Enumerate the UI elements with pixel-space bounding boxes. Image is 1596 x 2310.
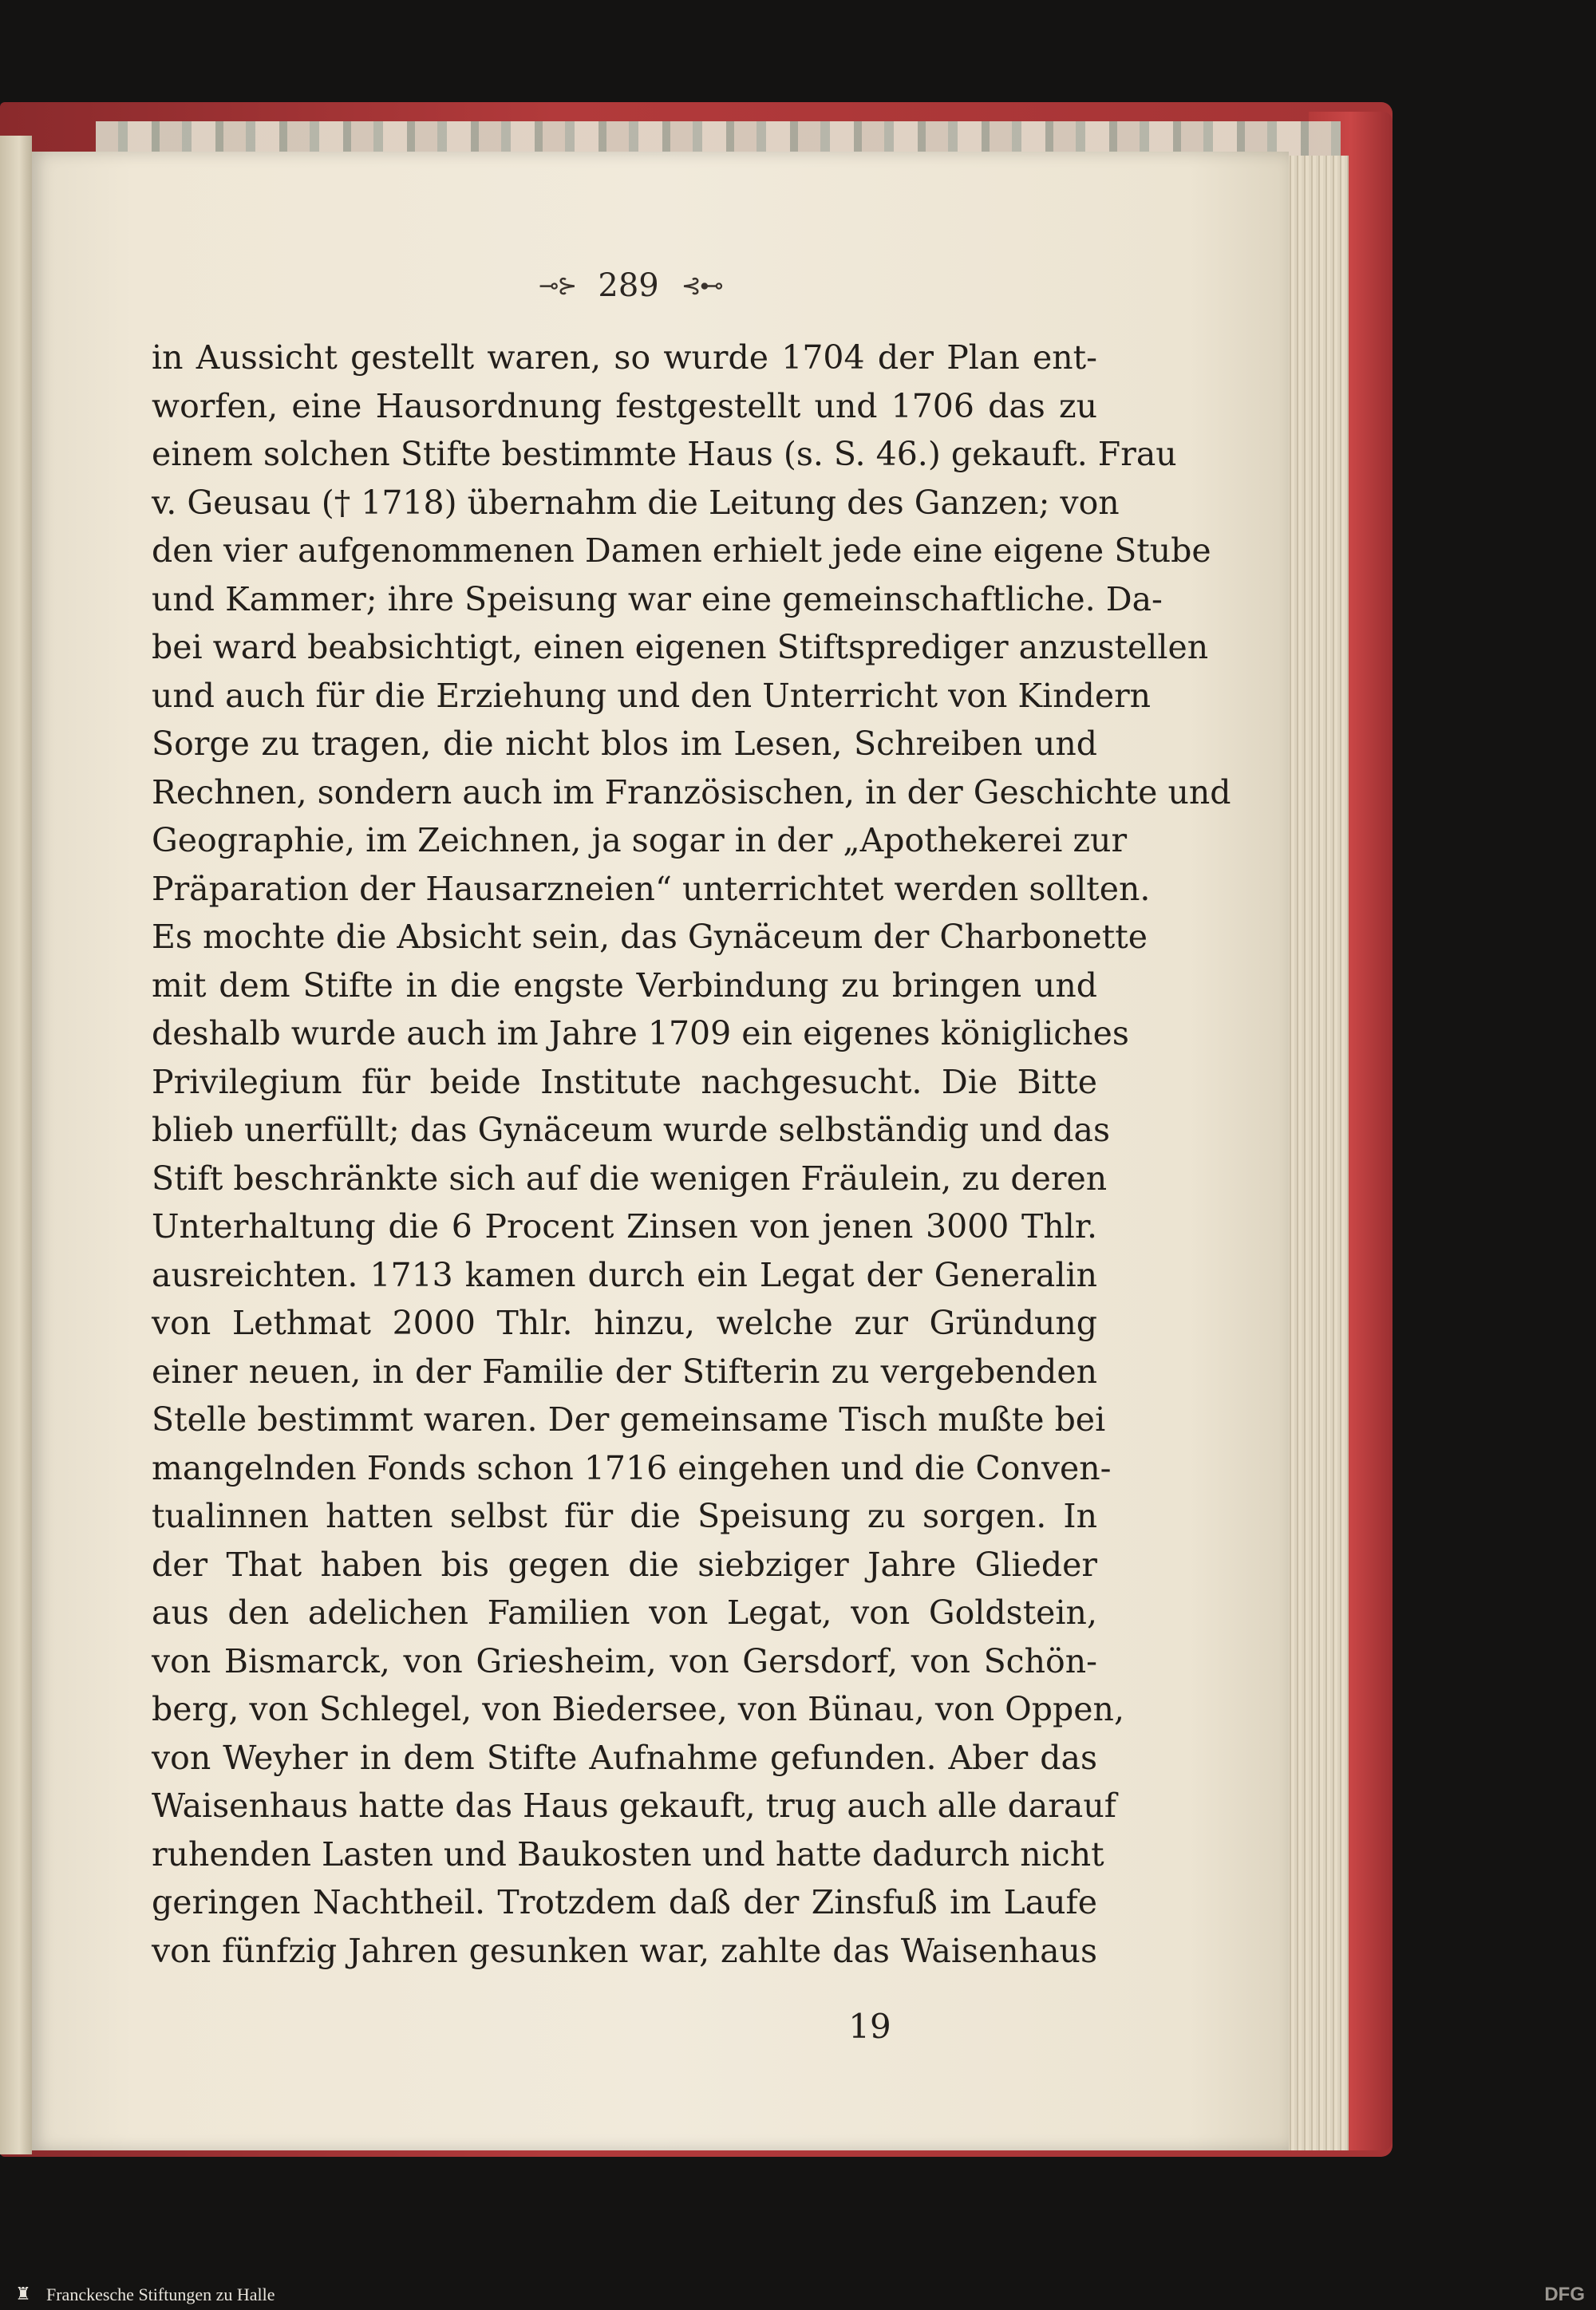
text-line: Stift beschränkte sich auf die wenigen Fräulein, zu deren bbox=[152, 1159, 1108, 1198]
text-line: den vier aufgenommenen Damen erhielt jede eine eigene Stube bbox=[152, 531, 1211, 570]
text-line: von Lethmat 2000 Thlr. hinzu, welche zur Gründung bbox=[152, 1304, 1097, 1342]
text-line: berg, von Schlegel, von Biedersee, von Bünau, von Oppen, bbox=[152, 1690, 1124, 1728]
text-line: aus den adelichen Familien von Legat, von Goldstein, bbox=[152, 1593, 1097, 1632]
text-line: und Kammer; ihre Speisung war eine gemeinschaftliche. Da- bbox=[152, 579, 1163, 618]
text-line: der That haben bis gegen die siebziger Jahre Glieder bbox=[152, 1545, 1097, 1584]
text-line: Präparation der Hausarzneien“ unterrichtet werden sollten. bbox=[152, 869, 1151, 908]
text-line: Sorge zu tragen, die nicht blos im Lesen, Schreiben und bbox=[152, 725, 1097, 763]
funder-logo: DFG bbox=[1544, 2284, 1585, 2305]
ornament-right-icon: ⊰⊷ bbox=[681, 271, 722, 300]
text-line: Stelle bestimmt waren. Der gemeinsame Tisch mußte bei bbox=[152, 1400, 1106, 1439]
text-line: und auch für die Erziehung und den Unterricht von Kindern bbox=[152, 676, 1152, 715]
text-line: ruhenden Lasten und Baukosten und hatte dadurch nicht bbox=[152, 1834, 1104, 1874]
institution-name: Franckesche Stiftungen zu Halle bbox=[46, 2284, 275, 2304]
text-line: Waisenhaus hatte das Haus gekauft, trug auch alle darauf bbox=[152, 1787, 1116, 1825]
text-line: einem solchen Stifte bestimmte Haus (s. S. 46.) gekauft. Frau bbox=[152, 435, 1177, 473]
text-line: Unterhaltung die 6 Procent Zinsen von jenen 3000 Thlr. bbox=[152, 1207, 1097, 1246]
text-line: bei ward beabsichtigt, einen eigenen Stiftsprediger anzustellen bbox=[152, 628, 1209, 666]
ornament-left-icon: ⊸⊱ bbox=[539, 271, 576, 300]
text-line: deshalb wurde auch im Jahre 1709 ein eigenes königliches bbox=[152, 1014, 1129, 1052]
signature-mark: 19 bbox=[848, 2007, 891, 2046]
text-line: Privilegium für beide Institute nachgesucht. Die Bitte bbox=[152, 1062, 1097, 1101]
text-line: tualinnen hatten selbst für die Speisung zu sorgen. In bbox=[152, 1497, 1097, 1535]
text-line: Rechnen, sondern auch im Französischen, in der Geschichte und bbox=[152, 772, 1231, 811]
text-line: von Weyher in dem Stifte Aufnahme gefunden. Aber das bbox=[152, 1738, 1097, 1777]
facing-page-edge bbox=[0, 136, 32, 2154]
text-line: von fünfzig Jahren gesunken war, zahlte das Waisenhaus bbox=[152, 1931, 1097, 1970]
page-number: 289 bbox=[598, 267, 659, 304]
text-line: ausreichten. 1713 kamen durch ein Legat der Generalin bbox=[152, 1255, 1097, 1294]
text-line: geringen Nachtheil. Trotzdem daß der Zinsfuß im Laufe bbox=[152, 1883, 1097, 1921]
text-line: worfen, eine Hausordnung festgestellt und 1706 das zu bbox=[152, 386, 1097, 425]
text-line: Es mochte die Absicht sein, das Gynäceum der Charbonette bbox=[152, 918, 1148, 956]
text-line: v. Geusau († 1718) übernahm die Leitung des Ganzen; von bbox=[152, 483, 1120, 522]
institution-logo-icon: ♜ bbox=[15, 2284, 31, 2304]
page-header bbox=[495, 262, 766, 310]
text-line: Geographie, im Zeichnen, ja sogar in der „Apothekerei zur bbox=[152, 821, 1128, 859]
text-line: einer neuen, in der Familie der Stifterin zu vergebenden bbox=[152, 1352, 1097, 1391]
text-line: in Aussicht gestellt waren, so wurde 1704 der Plan ent- bbox=[152, 338, 1097, 377]
body-text bbox=[152, 334, 1231, 1975]
text-line: mit dem Stifte in die engste Verbindung zu bringen und bbox=[152, 965, 1097, 1005]
text-line: blieb unerfüllt; das Gynäceum wurde selbständig und das bbox=[152, 1111, 1111, 1149]
text-line: mangelnden Fonds schon 1716 eingehen und die Conven- bbox=[152, 1448, 1112, 1487]
text-line: von Bismarck, von Griesheim, von Gersdorf, von Schön- bbox=[152, 1641, 1097, 1680]
